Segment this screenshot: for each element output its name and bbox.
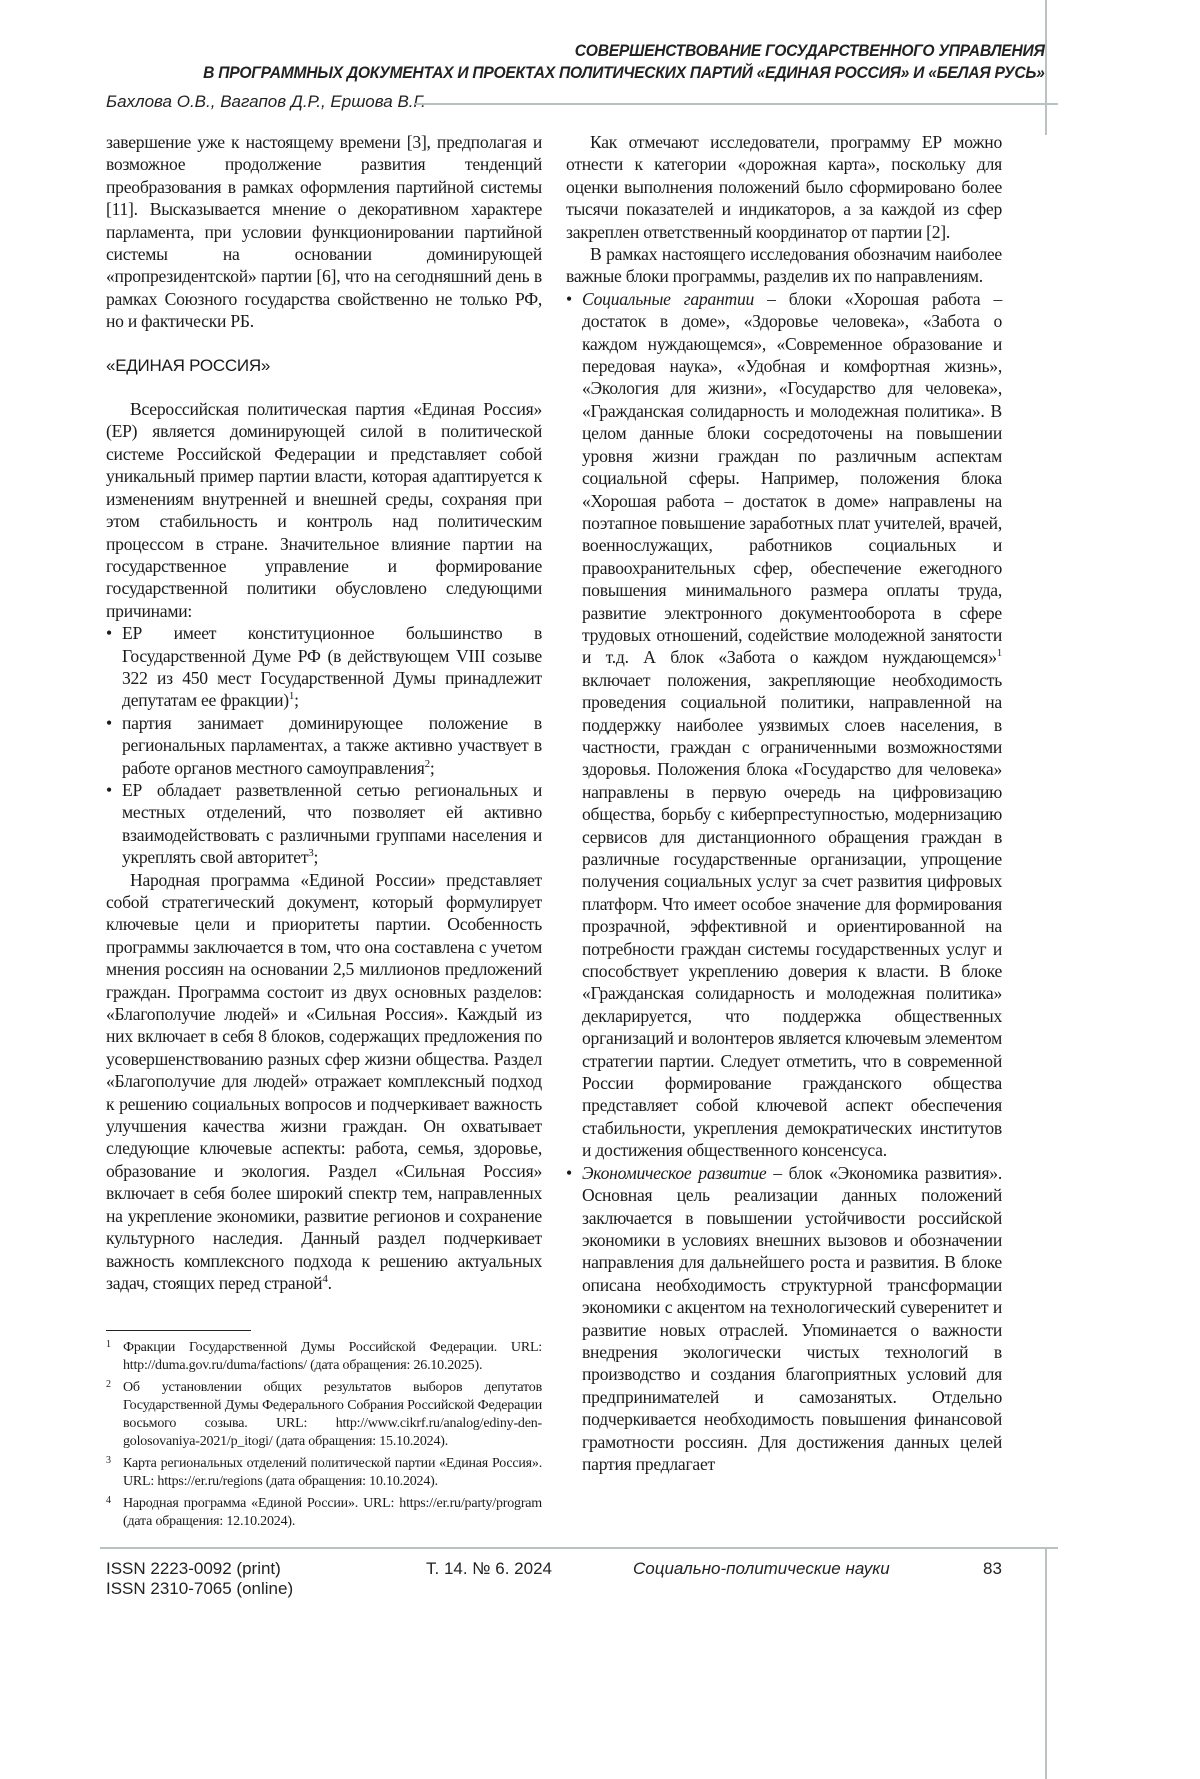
footnote: [106, 1455, 542, 1491]
footnote-number: 3: [106, 1452, 111, 1470]
running-title: [204, 40, 1045, 84]
footnote-ref[interactable]: 2: [425, 758, 430, 770]
running-title-line2: В ПРОГРАММНЫХ ДОКУМЕНТАХ И ПРОЕКТАХ ПОЛИТИЧЕСКИХ ПАРТИЙ «ЕДИНАЯ РОССИЯ» И «БЕЛАЯ РУСЬ»: [204, 62, 1045, 84]
issn: [106, 1559, 293, 1599]
footnote-text: Народная программа «Единой России». URL: https://er.ru/party/program (дата обращения: 12.10.2024).: [123, 1496, 542, 1529]
footnote-number: 1: [106, 1336, 111, 1354]
list-item-text: – блок «Экономика развития». Основная цель реализации данных положений заключается в повышении устойчивости российской экономики в условиях внешних вызовов и обозначении направления для дальнейшего роста и развития. В блоке описана необходимость структурной трансформации экономики с акцентом на технологический суверенитет и развитие новых отраслей. Упоминается о важности внедрения экологически чистых технологий в производство и создания благоприятных условий для предпринимателей и самозанятых. Отдельно подчеркивается необходимость повышения финансовой грамотности россиян. Для достижения данных целей партия предлагает: [582, 1163, 1002, 1474]
list-item-text: ЕР имеет конституционное большинство в Государственной Думе РФ (в действующем VIII созыве 322 из 450 мест Государственной Думы принадлежит депутатам ее фракции): [122, 623, 542, 710]
paragraph: В рамках настоящего исследования обозначим наиболее важные блоки программы, разделив их по направлениям.: [566, 243, 1002, 288]
footnote-ref[interactable]: 3: [308, 847, 313, 859]
list-item-text: партия занимает доминирующее положение в региональных парламентах, а также активно участвует в работе органов местного самоуправления: [122, 713, 542, 778]
paragraph: Всероссийская политическая партия «Единая Россия» (ЕР) является доминирующей силой в политической системе Российской Федерации и представляет собой уникальный пример партии власти, которая адаптируется к изменениям внутренней и внешней среды, сохраняя при этом стабильность и контроль над политическим процессом в стране. Значительное влияние партии на государственное управление и формирование государственной политики обусловлено следующими причинами:: [106, 398, 542, 622]
list-item: [582, 1162, 1002, 1476]
bullet-list: [566, 288, 1002, 1476]
header-vertical-rule: [1045, 0, 1047, 135]
list-item-title: Социальные гарантии: [582, 289, 754, 309]
footnote-number: 2: [106, 1376, 111, 1394]
right-column: [566, 131, 1002, 1475]
left-column: [106, 131, 542, 1535]
volume-issue: Т. 14. № 6. 2024: [426, 1559, 552, 1579]
paragraph: завершение уже к настоящему времени [3], предполагая и возможное продолжение развития тенденций преобразования в рамках оформления партийной системы [11]. Высказывается мнение о декоративном характере парламента, при условии функционировании партийной системы на основании доминирующей «пропрезидентской» партии [6], что на сегодняшний день в рамках Союзного государства свойственно не только РФ, но и фактически РБ.: [106, 131, 542, 333]
issn-online: ISSN 2310-7065 (online): [106, 1579, 293, 1599]
authors: Бахлова О.В., Вагапов Д.Р., Ершова В.Г.: [106, 92, 426, 112]
list-item: • партия занимает доминирующее положение в региональных парламентах, а также активно участвует в работе органов местного самоуправления2;: [122, 712, 542, 779]
footnote: [106, 1339, 542, 1375]
footnote-ref[interactable]: 1: [997, 647, 1002, 659]
footer-vertical-rule: [1045, 1547, 1047, 1779]
list-item: [582, 288, 1002, 1162]
paragraph-text: Народная программа «Единой России» представляет собой стратегический документ, который формулирует ключевые цели и приоритеты партии. Особенность программы заключается в том, что она составлена с учетом мнения россиян на основании 2,5 миллионов предложений граждан. Программа состоит из двух основных разделов: «Благополучие людей» и «Сильная Россия». Каждый из них включает в себя 8 блоков, содержащих предложения по усовершенствованию разных сфер жизни общества. Раздел «Благополучие для людей» отражает комплексный подход к решению социальных вопросов и подчеркивает важность улучшения качества жизни граждан. Он охватывает следующие ключевые аспекты: работа, семья, здоровье, образование и экология. Раздел «Сильная Россия» включает в себя более широкий спектр тем, направленных на укрепление экономики, развитие регионов и сохранение культурного наследия. Данный раздел подчеркивает важность комплексного подхода к решению актуальных задач, стоящих перед страной: [106, 870, 542, 1293]
list-item: • ЕР имеет конституционное большинство в Государственной Думе РФ (в действующем VIII созыве 322 из 450 мест Государственной Думы принадлежит депутатам ее фракции)1;: [122, 622, 542, 712]
footer-divider: [100, 1547, 1058, 1549]
footnote-ref[interactable]: 4: [322, 1273, 327, 1285]
section-heading: «ЕДИНАЯ РОССИЯ»: [106, 355, 542, 377]
footnote: [106, 1379, 542, 1451]
footnote-number: 4: [106, 1492, 111, 1510]
paragraph: Как отмечают исследователи, программу ЕР можно отнести к категории «дорожная карта», поскольку для оценки выполнения положений было сформировано более тысячи показателей и индикаторов, а за каждой из сфер закреплен ответственный координатор от партии [2].: [566, 131, 1002, 243]
page-footer: [0, 1547, 1200, 1779]
footnote-text: Фракции Государственной Думы Российской Федерации. URL: http://duma.gov.ru/duma/factions/ (дата обращения: 26.10.2025).: [123, 1340, 542, 1373]
footnote-separator: [106, 1330, 251, 1331]
list-item-title: Экономическое развитие: [582, 1163, 766, 1183]
header-divider: [415, 103, 1058, 105]
footnote: [106, 1495, 542, 1531]
bullet-list: [106, 622, 542, 868]
journal-name: Социально-политические науки: [633, 1559, 890, 1579]
issn-print: ISSN 2223-0092 (print): [106, 1559, 293, 1579]
page-number: 83: [983, 1559, 1002, 1579]
list-item-text: включает положения, закрепляющие необходимость проведения социальной политики, направленной на поддержку наиболее уязвимых слоев населения, в частности, граждан с ограниченными возможностями здоровья. Положения блока «Государство для человека» направлены в первую очередь на цифровизацию общества, борьбу с киберпреступностью, модернизацию сервисов для дистанционного обращения граждан в различные государственные организации, упрощение получения социальных услуг за счет развития цифровых платформ. Что имеет особое значение для формирования прозрачной, эффективной и ориентированной на потребности граждан системы государственных услуг и способствует укреплению доверия к власти. В блоке «Гражданская солидарность и молодежная политика» декларируется, что поддержка общественных организаций и волонтеров является ключевым элементом стратегии партии. Следует отметить, что в современной России формирование гражданского общества представляет собой ключевой аспект обеспечения стабильности, укрепления демократических институтов и достижения общественного консенсуса.: [582, 670, 1002, 1161]
footnote-ref[interactable]: 1: [289, 690, 294, 702]
list-item-text: – блоки «Хорошая работа – достаток в доме», «Здоровье человека», «Забота о каждом нуждающемся», «Современное образование и передовая наука», «Удобная и комфортная жизнь», «Экология для жизни», «Государство для человека», «Гражданская солидарность и молодежная политика». В целом данные блоки сосредоточены на повышении уровня жизни граждан по различным аспектам социальной сферы. Например, положения блока «Хорошая работа – достаток в доме» направлены на поэтапное повышение заработных плат учителей, врачей, военнослужащих, работников социальных и правоохранительных сфер, обеспечение ежегодного повышения минимального размера оплаты труда, развитие электронного документооборота в сфере трудовых отношений, содействие молодежной занятости и т.д. А блок «Забота о каждом нуждающемся»: [582, 289, 1002, 668]
footnote-text: Об установлении общих результатов выборов депутатов Государственной Думы Федерального Собрания Российской Федерации восьмого созыва. URL: http://www.cikrf.ru/analog/ediny-den-golosovaniya-2021/p_itogi/ (дата обращения: 15.10.2024).: [123, 1380, 542, 1449]
running-title-line1: СОВЕРШЕНСТВОВАНИЕ ГОСУДАРСТВЕННОГО УПРАВЛЕНИЯ: [204, 40, 1045, 62]
list-item-text: ЕР обладает разветвленной сетью региональных и местных отделений, что позволяет ей активно взаимодействовать с различными группами населения и укреплять свой авторитет: [122, 780, 542, 867]
paragraph: Народная программа «Единой России» представляет собой стратегический документ, который формулирует ключевые цели и приоритеты партии. Особенность программы заключается в том, что она составлена с учетом мнения россиян на основании 2,5 миллионов предложений граждан. Программа состоит из двух основных разделов: «Благополучие людей» и «Сильная Россия». Каждый из них включает в себя 8 блоков, содержащих предложения по усовершенствованию разных сфер жизни общества. Раздел «Благополучие для людей» отражает комплексный подход к решению социальных вопросов и подчеркивает важность улучшения качества жизни граждан. Он охватывает следующие ключевые аспекты: работа, семья, здоровье, образование и экология. Раздел «Сильная Россия» включает в себя более широкий спектр тем, направленных на укрепление экономики, развитие регионов и сохранение культурного наследия. Данный раздел подчеркивает важность комплексного подхода к решению актуальных задач, стоящих перед страной4.: [106, 869, 542, 1295]
list-item: • ЕР обладает разветвленной сетью региональных и местных отделений, что позволяет ей активно взаимодействовать с различными группами населения и укреплять свой авторитет3;: [122, 779, 542, 869]
footnote-text: Карта региональных отделений политической партии «Единая Россия». URL: https://er.ru/regions (дата обращения: 10.10.2024).: [123, 1456, 542, 1489]
